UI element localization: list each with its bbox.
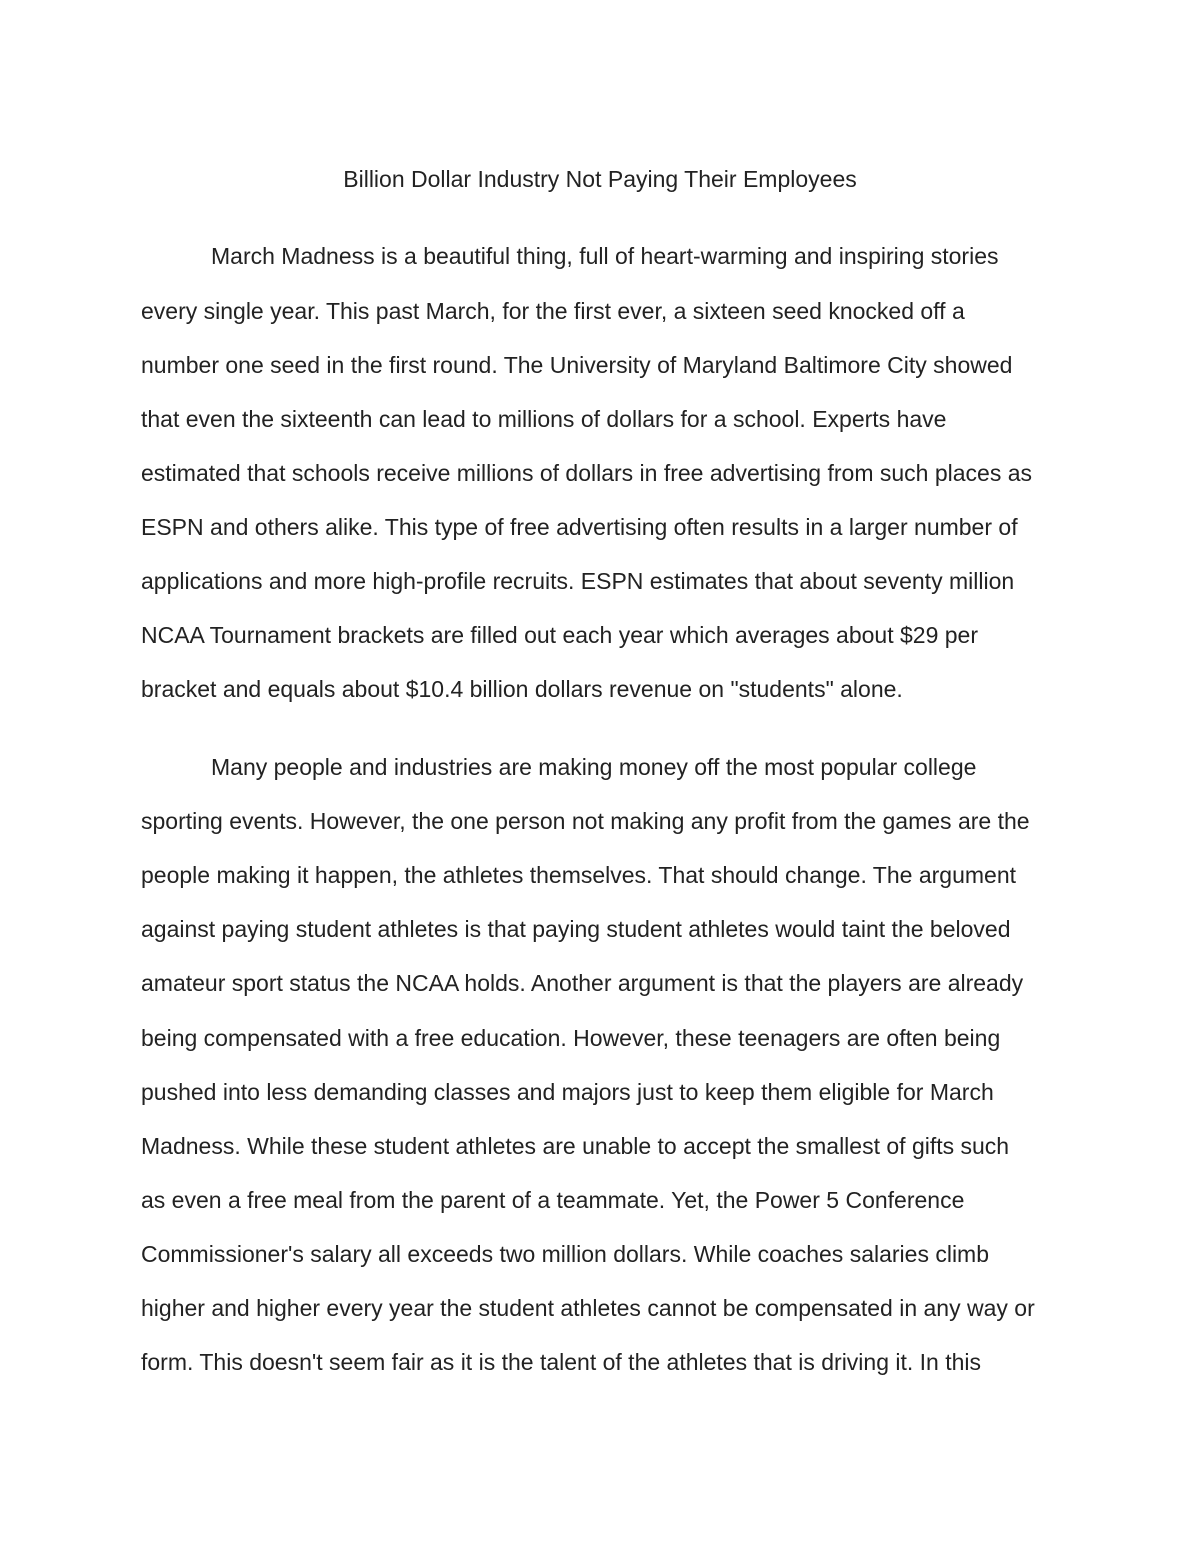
paragraph-line: number one seed in the first round. The University of Maryland Baltimore City showed [141,352,1013,378]
paragraph-line: applications and more high-profile recruits. ESPN estimates that about seventy million [141,568,1015,594]
paragraph-line: against paying student athletes is that paying student athletes would taint the beloved [141,916,1011,942]
paragraph-line: March Madness is a beautiful thing, full of heart-warming and inspiring stories [211,243,999,269]
paragraph-line: that even the sixteenth can lead to millions of dollars for a school. Experts have [141,406,947,432]
paragraph-line: Many people and industries are making money off the most popular college [211,754,977,780]
paragraph-line: Madness. While these student athletes are unable to accept the smallest of gifts such [141,1133,1010,1159]
paragraph-line: people making it happen, the athletes themselves. That should change. The argument [141,862,1016,888]
paragraph-line: estimated that schools receive millions of dollars in free advertising from such places as [141,460,1033,486]
paragraph-line: higher and higher every year the student athletes cannot be compensated in any way or [141,1295,1035,1321]
paragraph-line: amateur sport status the NCAA holds. Another argument is that the players are already [141,970,1024,996]
paragraph-line: bracket and equals about $10.4 billion dollars revenue on "students" alone. [141,676,903,702]
paragraph-line: pushed into less demanding classes and majors just to keep them eligible for March [141,1079,994,1105]
paragraph-line: ESPN and others alike. This type of free advertising often results in a larger number of [141,514,1018,540]
paragraph-line: being compensated with a free education. However, these teenagers are often being [141,1025,1001,1051]
document-title: Billion Dollar Industry Not Paying Their Employees [343,166,857,192]
paragraph-line: sporting events. However, the one person not making any profit from the games are the [141,808,1030,834]
paragraph-line: as even a free meal from the parent of a teammate. Yet, the Power 5 Conference [141,1187,965,1213]
paragraph-line: Commissioner's salary all exceeds two million dollars. While coaches salaries climb [141,1241,990,1267]
paragraph-line: form. This doesn't seem fair as it is the talent of the athletes that is driving it. In this [141,1349,982,1375]
paragraph-line: every single year. This past March, for the first ever, a sixteen seed knocked off a [141,298,965,324]
paragraph-line: NCAA Tournament brackets are filled out each year which averages about $29 per [141,622,979,648]
